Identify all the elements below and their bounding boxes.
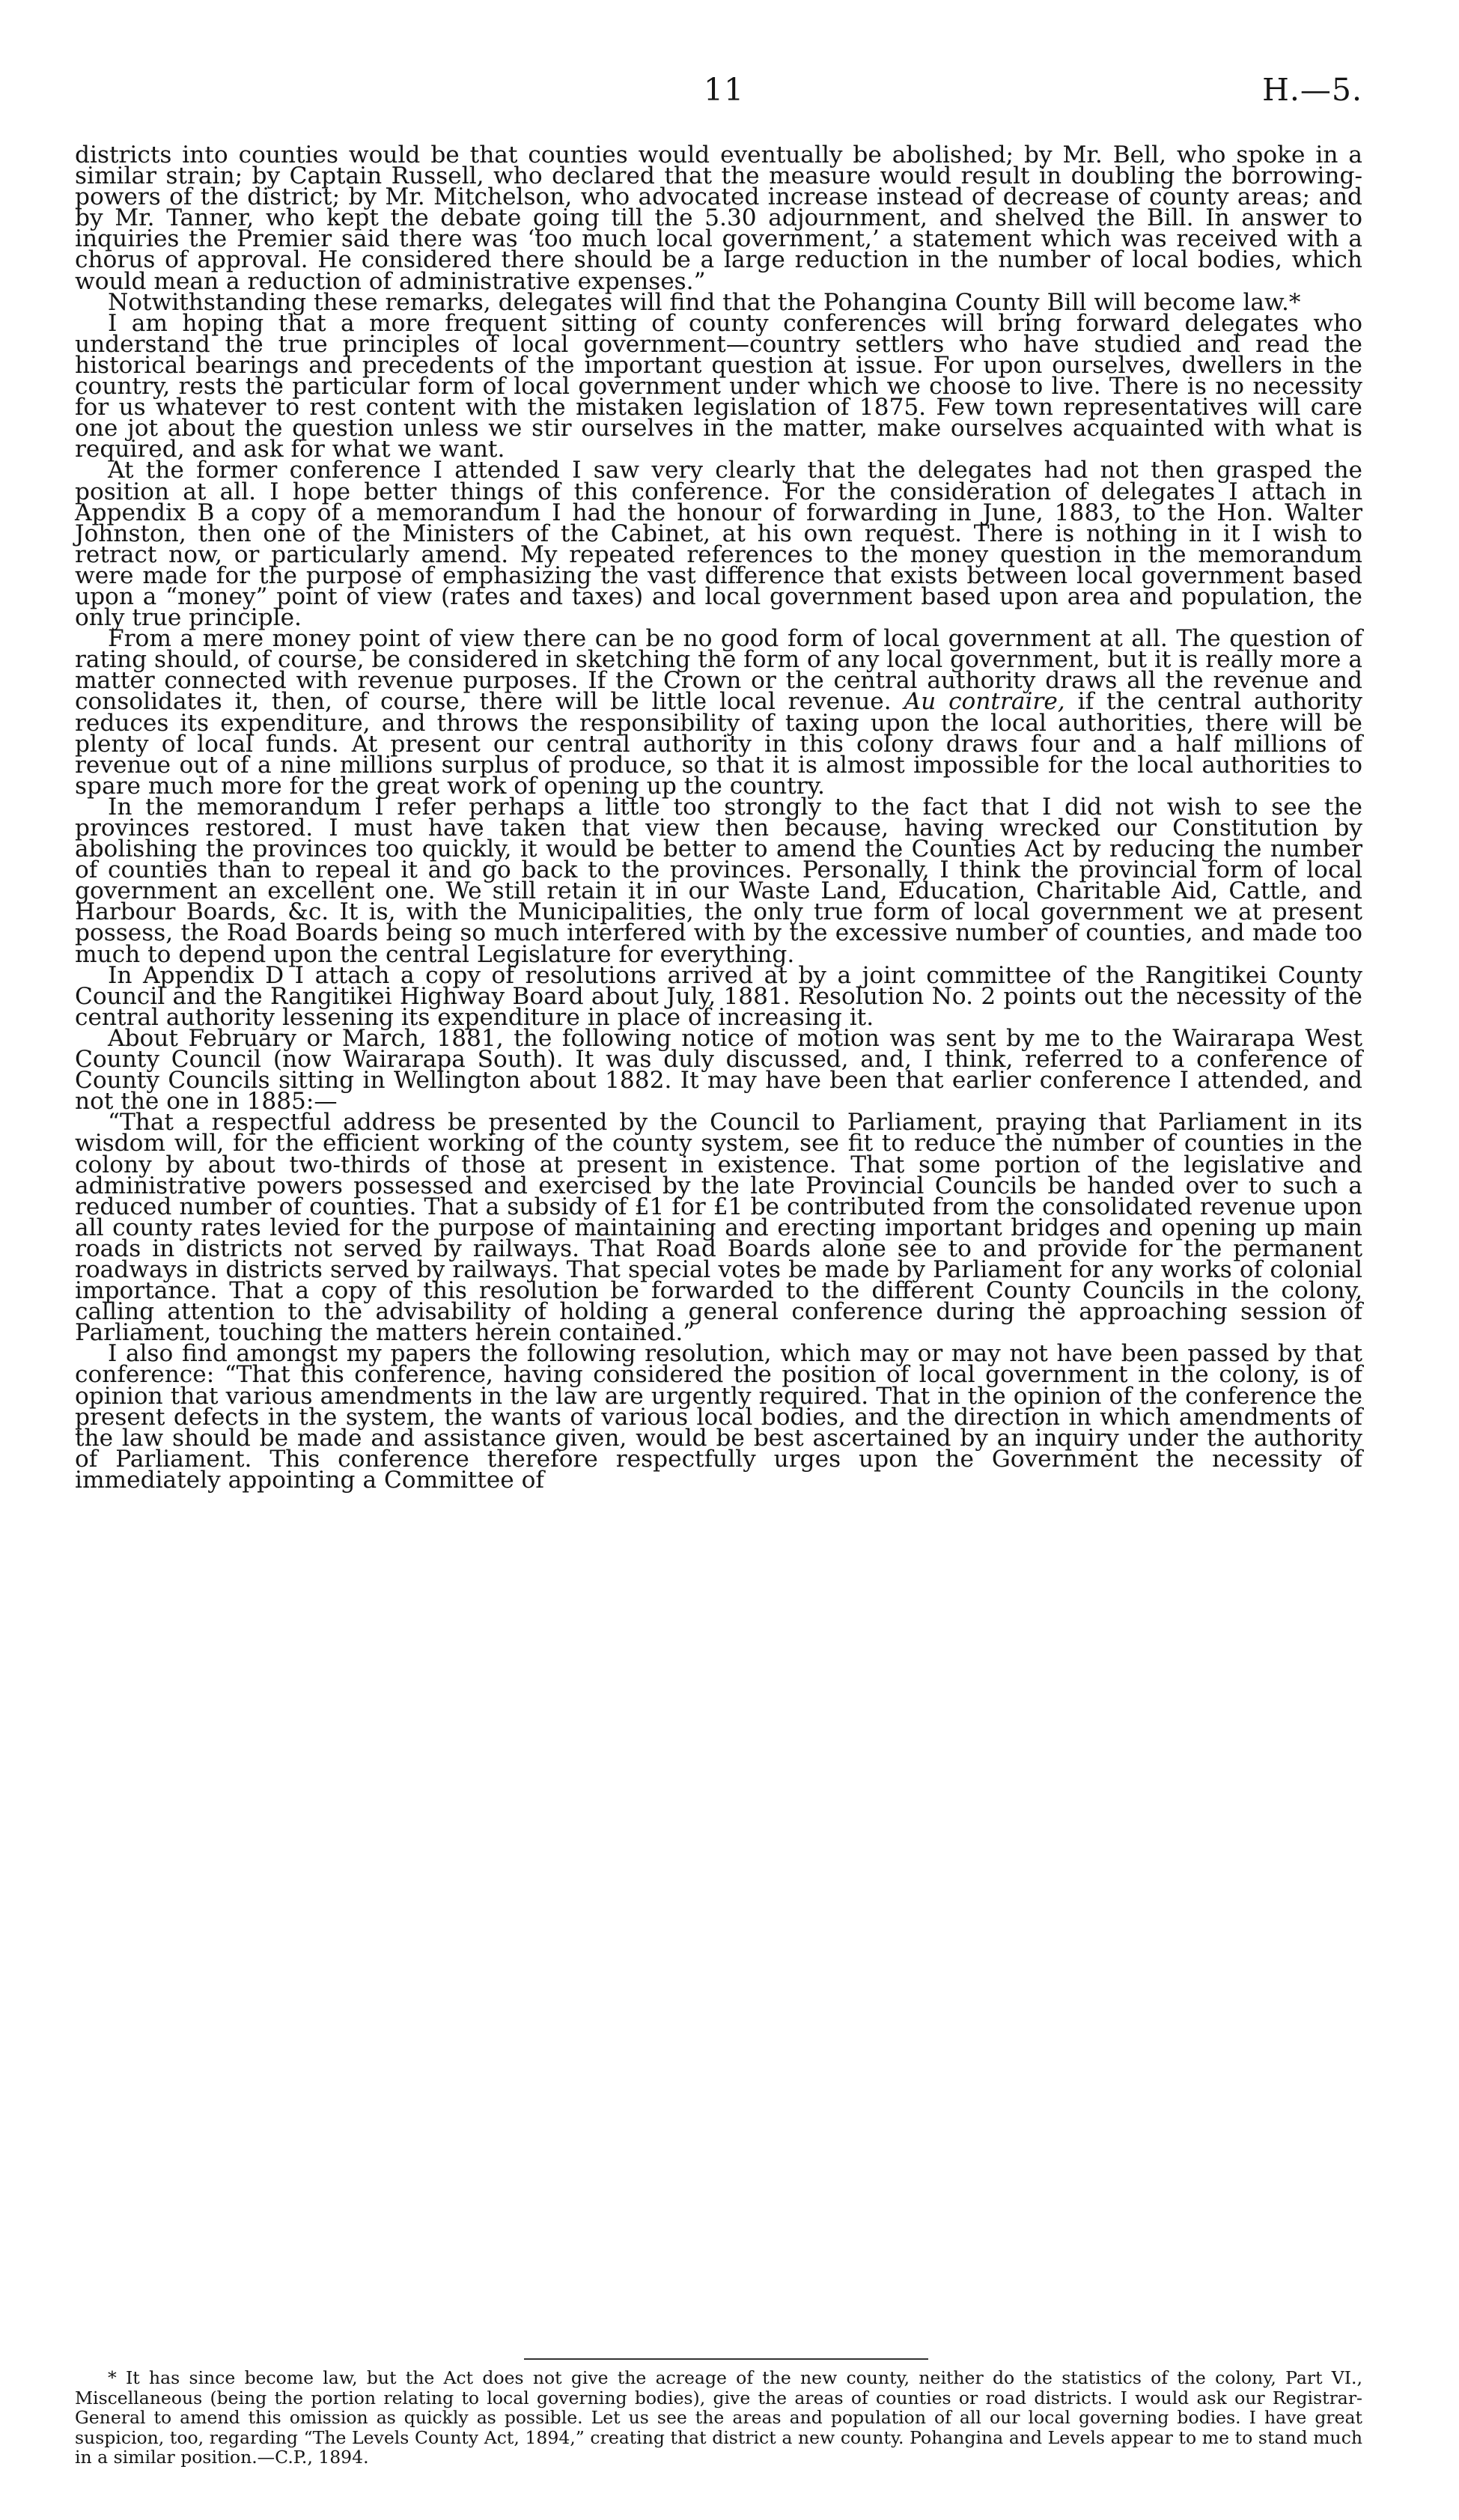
paragraph: I also find amongst my papers the following resolution, which may or may not have been passed by that conference: “That this conference, having considered the position of local government in the colony, is of opinion that various amendments in the law are urgently required. That in the opinion of the conference the present defects in the system, the wants of various local bodies, and the direction in which amendments of the law should be made and assistance given, would be best ascertained by an inquiry under the authority of Parliament. This conference therefore respectfully urges upon the Government the necessity of immediately appointing a Committee of <box>75 1340 1362 1494</box>
paragraph: In the memorandum I refer perhaps a little too strongly to the fact that I did not wish to see the provinces restored. I must have taken that view then because, having wrecked our Constitution by abolishing the provinces too quickly, it would be better to amend the Counties Act by reducing the number of counties than to repeal it and go back to the provinces. Personally, I think the provincial form of local government an excellent one. We still retain it in our Waste Land, Education, Charitable Aid, Cattle, and Harbour Boards, &c. It is, with the Municipalities, the only true form of local government we at present possess, the Road Boards being so much interfered with by the excessive number of counties, and made too much to depend upon the central Legislature for everything. <box>75 793 1362 968</box>
paragraph: Notwithstanding these remarks, delegates will find that the Pohangina County Bill will become law.* <box>108 288 1301 316</box>
paragraph: I am hoping that a more frequent sitting of county conferences will bring forward delegates who understand the true principles of local government—country settlers who have studied and read the historical bearings and precedents of the important question at issue. For upon ourselves, dwellers in the country, rests the particular form of local government under which we choose to live. There is no necessity for us whatever to rest content with the mistaken legislation of 1875. Few town representatives will care one jot about the question unless we stir ourselves in the matter, make ourselves acquainted with what is required, and ask for what we want. <box>75 309 1362 463</box>
body-text <box>75 141 1363 1494</box>
paragraph: In Appendix D I attach a copy of resolutions arrived at by a joint committee of the Rangitikei County Council and the Rangitikei Highway Board about July, 1881. Resolution No. 2 points out the necessity of the central authority lessening its expenditure in place of increasing it. <box>75 961 1362 1031</box>
footnote-text: * It has since become law, but the Act does not give the acreage of the new county, neither do the statistics of the colony, Part VI., Miscellaneous (being the portion relating to local governing bodies), give the areas of counties or road districts. I would ask our Registrar-General to amend this omission as quickly as possible. Let us see the areas and population of all our local governing bodies. I have great suspicion, too, regarding “The Levels County Act, 1894,” creating that district a new county. Pohangina and Levels appear to me to stand much in a similar position.—C.P., 1894. <box>75 2367 1362 2468</box>
footnote-divider <box>524 2358 928 2360</box>
paragraph: At the former conference I attended I saw very clearly that the delegates had not then grasped the position at all. I hope better things of this conference. For the consideration of delegates I attach in Appendix B a copy of a memorandum I had the honour of forwarding in June, 1883, to the Hon. Walter Johnston, then one of the Ministers of the Cabinet, at his own request. There is nothing in it I wish to retract now, or particularly amend. My repeated references to the money question in the memorandum were made for the purpose of emphasizing the vast difference that exists between local government based upon a “money” point of view (rates and taxes) and local government based upon area and population, the only true principle. <box>75 457 1362 632</box>
paragraph: About February or March, 1881, the following notice of motion was sent by me to the Wairarapa West County Council (now Wairarapa South). It was duly discussed, and, I think, referred to a conference of County Councils sitting in Wellington about 1882. It may have been that earlier conference I attended, and not the one in 1885:— <box>75 1024 1362 1116</box>
paragraph-text: From a mere money point of view there can be no good form of local government at all. The question of rating should, of course, be considered in sketching the form of any local government, but it is really more a matter connected with revenue purposes. If the Crown or the central authority draws all the revenue and consolidates it, then, of course, there will be little local revenue. <box>75 625 1362 716</box>
page-number: 11 <box>704 72 745 108</box>
report-code: H.—5. <box>1262 72 1362 108</box>
page-header <box>75 72 1362 117</box>
italic-phrase: Au contraire, <box>904 688 1065 716</box>
quoted-motion: “That a respectful address be presented by the Council to Parliament, praying that Parliament in its wisdom will, for the efficient working of the county system, see fit to reduce the number of counties in the colony by about two-thirds of those at present in existence. That some portion of the legislative and administrative powers possessed and exercised by the late Provincial Councils be handed over to such a reduced number of counties. That a subsidy of £1 for £1 be contributed from the consolidated revenue upon all county rates levied for the purpose of maintaining and erecting important bridges and opening up main roads in districts not served by railways. That Road Boards alone see to and provide for the permanent roadways in districts served by railways. That special votes be made by Parliament for any works of colonial importance. That a copy of this resolution be forwarded to the different County Councils in the colony, calling attention to the advisability of holding a general conference during the approaching session of Parliament, touching the matters herein contained.” <box>75 1109 1362 1347</box>
paragraph <box>75 625 1363 800</box>
footnote <box>75 2368 1362 2468</box>
paragraph-text: if the central authority reduces its expenditure, and throws the responsibility of taxing upon the local authorities, there will be plenty of local funds. At present our central authority in this colony draws four and a half millions of revenue out of a nine millions surplus of produce, so that it is almost impossible for the local authorities to spare much more for the great work of opening up the country. <box>75 688 1363 800</box>
paragraph-continued: districts into counties would be that counties would eventually be abolished; by Mr. Bell, who spoke in a similar strain; by Captain Russell, who declared that the measure would result in doubling the borrowing-powers of the district; by Mr. Mitchelson, who advocated increase instead of decrease of county areas; and by Mr. Tanner, who kept the debate going till the 5.30 adjournment, and shelved the Bill. In answer to inquiries the Premier said there was ‘too much local government,’ a statement which was received with a chorus of approval. He considered there should be a large reduction in the number of local bodies, which would mean a reduction of administrative expenses.” <box>75 141 1362 295</box>
